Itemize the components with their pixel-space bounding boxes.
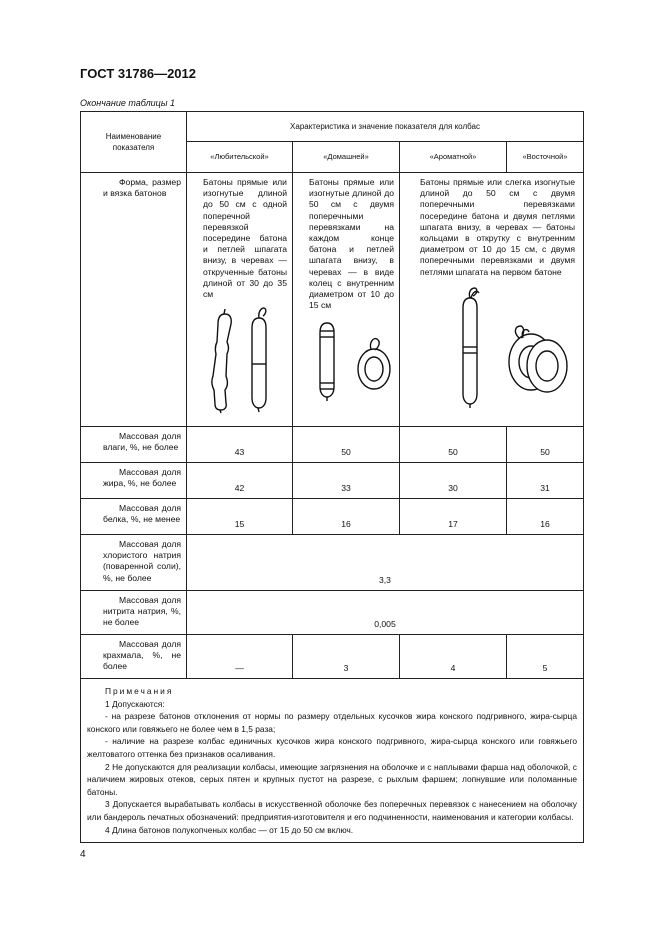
note-2: 2 Не допускаются для реализации колбасы, имеющие загрязнения на оболочке и с наплывами фарша над оболочкой, с наличием жировых отеков, серых пятен и крупных пустот на разрезе, с рыхлым фаршем; лопнувшие или поломанные батоны.: [87, 761, 577, 797]
moisture-aromatnaya: 50: [400, 427, 507, 463]
header-aromatnaya: «Ароматной»: [400, 142, 507, 173]
note-1: 1 Допускаются:: [105, 698, 165, 709]
header-characteristics-group: Характеристика и значение показателя для колбас: [187, 112, 584, 142]
shape-lubitelskaya: Батоны прямые или изогнутые длиной до 50 см с одной поперечной перевязкой посередине батона и петлей шпагата внизу, в черевах — открученные батоны длиной от 30 до 35 см: [187, 173, 293, 427]
starch-domashnyaya: 3: [293, 635, 400, 679]
protein-row-name: Массовая доля белка, %, не менее: [81, 499, 187, 535]
standard-title: ГОСТ 31786—2012: [80, 66, 196, 81]
moisture-row-name: Массовая доля влаги, %, не более: [81, 427, 187, 463]
fat-vostochnaya: 31: [507, 463, 584, 499]
starch-lubitelskaya: —: [187, 635, 293, 679]
header-domashnyaya: «Домашней»: [293, 142, 400, 173]
table-caption: Окончание таблицы 1: [80, 98, 175, 108]
domashnyaya-sausage-figure: [309, 317, 397, 403]
aromatnaya-vostochnaya-sausage-figure: [423, 284, 573, 410]
notes-block: [81, 679, 584, 843]
starch-vostochnaya: 5: [507, 635, 584, 679]
starch-aromatnaya: 4: [400, 635, 507, 679]
moisture-vostochnaya: 50: [507, 427, 584, 463]
protein-aromatnaya: 17: [400, 499, 507, 535]
starch-row-name: Массовая доля крахмала, %, не более: [81, 635, 187, 679]
moisture-lubitelskaya: 43: [187, 427, 293, 463]
fat-aromatnaya: 30: [400, 463, 507, 499]
characteristics-table: [80, 111, 584, 843]
header-indicator-name: Наименование показателя: [81, 112, 187, 173]
protein-domashnyaya: 16: [293, 499, 400, 535]
notes-title: Примечания: [105, 686, 174, 696]
moisture-domashnyaya: 50: [293, 427, 400, 463]
lubitelskaya-sausage-figure: [207, 306, 283, 414]
nitrite-row-name: Массовая доля нитрита натрия, %, не более: [81, 591, 187, 635]
protein-vostochnaya: 16: [507, 499, 584, 535]
salt-value: 3,3: [187, 535, 584, 591]
fat-row-name: Массовая доля жира, %, не более: [81, 463, 187, 499]
shape-domashnyaya: Батоны прямые или изогнутые длиной до 50 см с двумя поперечными перевязками на каждом конце батона и петлей шпагата внизу, в черевах — в виде колец с внутренним диаметром от 10 до 15 см: [293, 173, 400, 427]
salt-row-name: Массовая доля хлористого натрия (поваренной соли), %, не более: [81, 535, 187, 591]
shape-row-name: Форма, размер и вязка батонов: [81, 173, 187, 427]
note-1b: - наличие на разрезе колбас единичных кусочков жира конского подгривного, жира-сырца конского или говяжьего желтоватого оттенка без признаков осаливания.: [87, 736, 577, 759]
header-vostochnaya: «Восточной»: [507, 142, 584, 173]
note-4: 4 Длина батонов полукопченых колбас — от 15 до 50 см включ.: [105, 824, 354, 835]
page-number: 4: [80, 849, 86, 860]
note-1a: - на разрезе батонов отклонения от нормы по размеру отдельных кусочков жира конского подгривного, жира-сырца конского или говяжьего не более чем в 1,5 раза;: [87, 711, 577, 734]
fat-domashnyaya: 33: [293, 463, 400, 499]
header-lubitelskaya: «Любительской»: [187, 142, 293, 173]
shape-aromatnaya-vostochnaya: Батоны прямые или слегка изогнутые длиной до 50 см с двумя поперечными перевязками посередине батона и двумя петлями шпагата внизу, в черевах — батоны кольцами в открутку с внутренним диаметром от 10 до 15 см, с двумя поперечными перевязками и двумя петлями шпагата на первом батоне: [400, 173, 584, 427]
fat-lubitelskaya: 42: [187, 463, 293, 499]
protein-lubitelskaya: 15: [187, 499, 293, 535]
nitrite-value: 0,005: [187, 591, 584, 635]
note-3: 3 Допускается вырабатывать колбасы в искусственной оболочке без поперечных перевязок с нанесением на оболочку или бандероль печатных обозначений: предприятия-изготовителя и его подчиненности, наименования и категории колбасы.: [87, 799, 577, 822]
